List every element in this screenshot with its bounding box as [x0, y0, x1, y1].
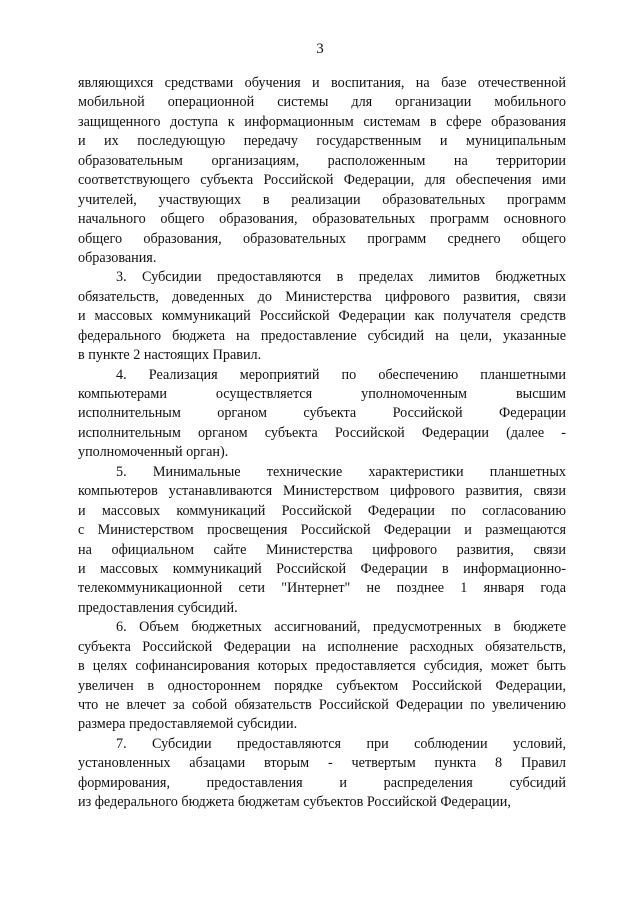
- text-line: исполнительным органом субъекта Российской Федерации (далее -: [78, 424, 566, 441]
- text-line: из федерального бюджета бюджетам субъектов Российской Федерации,: [78, 794, 511, 811]
- text-line: защищенного доступа к информационным системам в сфере образования: [78, 113, 566, 130]
- paragraph: [78, 463, 566, 619]
- paragraph: [78, 74, 566, 268]
- text-line: 6. Объем бюджетных ассигнований, предусмотренных в бюджете: [116, 619, 566, 636]
- text-line: компьютерами осуществляется уполномоченным высшим: [78, 386, 566, 402]
- text-line: исполнительным органом субъекта Российской Федерации: [78, 405, 566, 422]
- text-line: 4. Реализация мероприятий по обеспечению планшетными: [116, 366, 566, 383]
- document-body: [78, 74, 566, 813]
- text-line: общего образования, образовательных программ среднего общего: [78, 230, 566, 247]
- text-line: увеличен в одностороннем порядке субъектом Российской Федерации,: [78, 677, 566, 694]
- paragraph: [78, 618, 566, 735]
- text-line: уполномоченный орган).: [78, 444, 229, 461]
- text-line: размера предоставляемой субсидии.: [78, 716, 298, 733]
- text-line: с Министерством просвещения Российской Федерации и размещаются: [78, 522, 566, 539]
- page-number: 3: [316, 41, 324, 57]
- text-line: и массовых коммуникаций Российской Федерации по согласованию: [78, 502, 566, 519]
- text-line: соответствующего субъекта Российской Федерации, для обеспечения ими: [78, 172, 566, 189]
- text-line: предоставления субсидий.: [78, 599, 238, 616]
- text-line: формирования, предоставления и распределения субсидий: [78, 774, 566, 791]
- text-line: что не влечет за собой обязательств Российской Федерации по увеличению: [78, 697, 566, 713]
- text-line: компьютеров устанавливаются Министерством цифрового развития, связи: [78, 483, 566, 500]
- text-line: учителей, участвующих в реализации образовательных программ: [78, 191, 566, 208]
- text-line: 5. Минимальные технические характеристики планшетных: [116, 463, 566, 480]
- text-line: являющихся средствами обучения и воспитания, на базе отечественной: [78, 75, 566, 91]
- text-line: и массовых коммуникаций Российской Федерации как получателя средств: [78, 308, 566, 325]
- text-line: 7. Субсидии предоставляются при соблюдении условий,: [116, 735, 566, 752]
- paragraph: [78, 366, 566, 463]
- text-line: 3. Субсидии предоставляются в пределах лимитов бюджетных: [116, 269, 566, 286]
- text-line: телекоммуникационной сети "Интернет" не позднее 1 января года: [78, 580, 566, 597]
- text-line: и их последующую передачу государственным и муниципальным: [78, 133, 566, 150]
- text-line: и массовых коммуникаций Российской Федерации в информационно-: [78, 560, 566, 577]
- text-line: мобильной операционной системы для организации мобильного: [78, 94, 566, 111]
- text-line: на официальном сайте Министерства цифрового развития, связи: [78, 541, 566, 558]
- text-line: в целях софинансирования которых предоставляется субсидия, может быть: [78, 658, 566, 675]
- paragraph: [78, 735, 566, 813]
- text-line: начального общего образования, образовательных программ основного: [78, 211, 566, 228]
- text-line: образования.: [78, 249, 157, 266]
- paragraph: [78, 268, 566, 365]
- text-line: образовательным организациям, расположенным на территории: [78, 152, 566, 169]
- text-line: субъекта Российской Федерации на исполнение расходных обязательств,: [78, 638, 566, 655]
- text-line: в пункте 2 настоящих Правил.: [78, 347, 262, 364]
- text-line: установленных абзацами вторым - четвертым пункта 8 Правил: [78, 755, 566, 772]
- text-line: федерального бюджета на предоставление субсидий на цели, указанные: [78, 327, 566, 344]
- text-line: обязательств, доведенных до Министерства цифрового развития, связи: [78, 288, 566, 305]
